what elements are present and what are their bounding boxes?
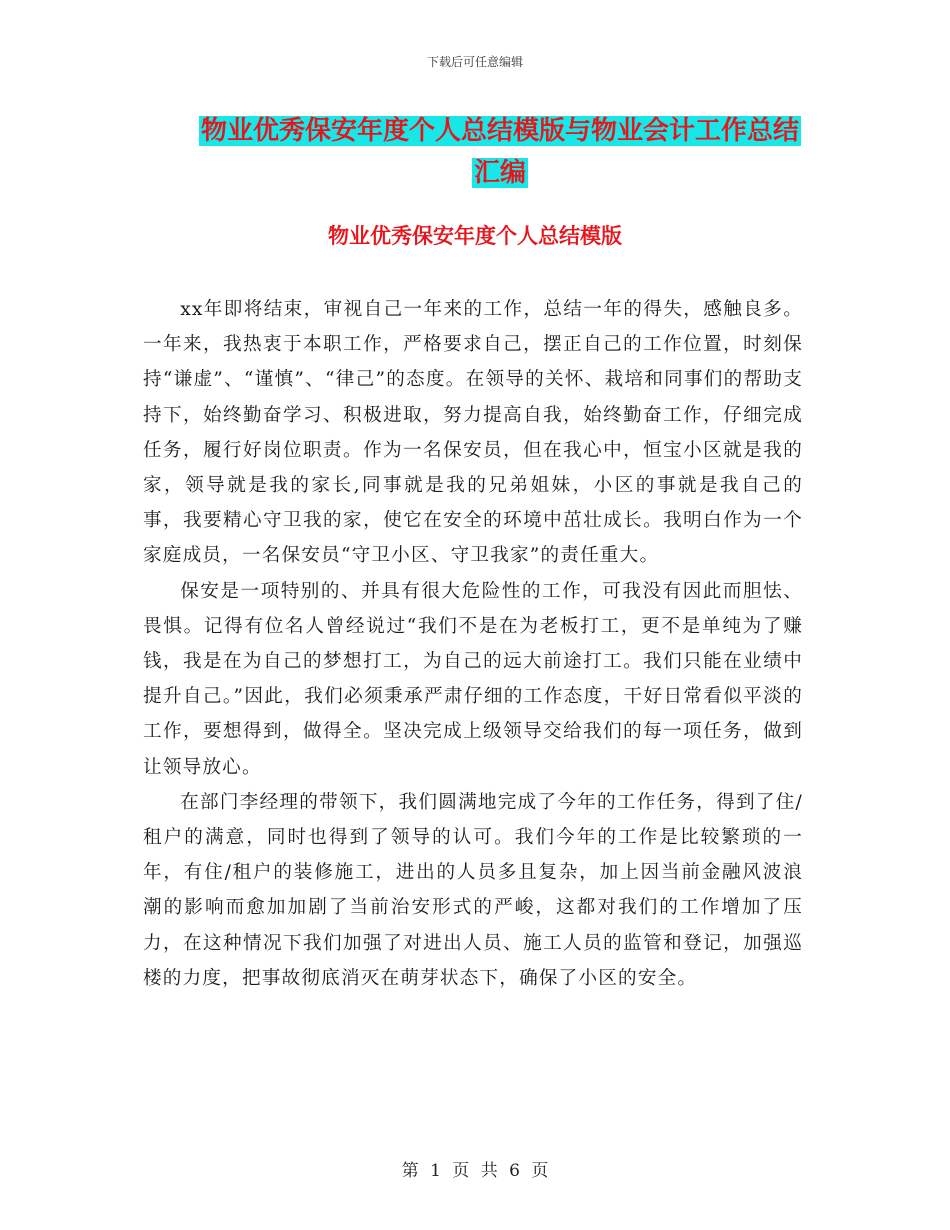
document-title	[190, 110, 810, 194]
document-title-line-2: 汇编	[473, 158, 526, 188]
paragraph: 在部门李经理的带领下，我们圆满地完成了今年的工作任务，得到了住/租户的满意，同时也得到了领导的认可。我们今年的工作是比较繁琐的一年，有住/租户的装修施工，进出的人员多且复杂，加上因当前金融风波浪潮的影响而愈加加剧了当前治安形式的严峻，这都对我们的工作增加了压力，在这种情况下我们加强了对进出人员、施工人员的监管和登记，加强巡楼的力度，把事故彻底消灭在萌芽状态下，确保了小区的安全。	[143, 791, 803, 989]
header-note: 下载后可任意编辑	[426, 55, 523, 69]
paragraph: xx年即将结束，审视自己一年来的工作，总结一年的得失，感触良多。一年来，我热衷于本职工作，严格要求自己，摆正自己的工作位置，时刻保持“谦虚”、“谨慎”、“律己”的态度。在领导的关怀、栽培和同事们的帮助支持下，始终勤奋学习、积极进取，努力提高自我，始终勤奋工作，仔细完成任务，履行好岗位职责。作为一名保安员，但在我心中，恒宝小区就是我的家，领导就是我的家长,同事就是我的兄弟姐妹，小区的事就是我自己的事，我要精心守卫我的家，使它在安全的环境中茁壮成长。我明白作为一个家庭成员，一名保安员“守卫小区、守卫我家”的责任重大。	[143, 299, 803, 567]
body-text	[143, 292, 803, 996]
page-footer: 第 1 页 共 6 页	[401, 1161, 549, 1181]
section-title: 物业优秀保安年度个人总结模版	[328, 224, 622, 248]
paragraph: 保安是一项特别的、并具有很大危险性的工作，可我没有因此而胆怯、畏惧。记得有位名人曾经说过“我们不是在为老板打工，更不是单纯为了赚钱，我是在为自己的梦想打工，为自己的远大前途打工。我们只能在业绩中提升自己。”因此，我们必须秉承严肃仔细的工作态度，干好日常看似平淡的工作，要想得到，做得全。坚决完成上级领导交给我们的每一项任务，做到让领导放心。	[143, 580, 803, 778]
document-title-line-1: 物业优秀保安年度个人总结模版与物业会计工作总结	[200, 116, 799, 146]
